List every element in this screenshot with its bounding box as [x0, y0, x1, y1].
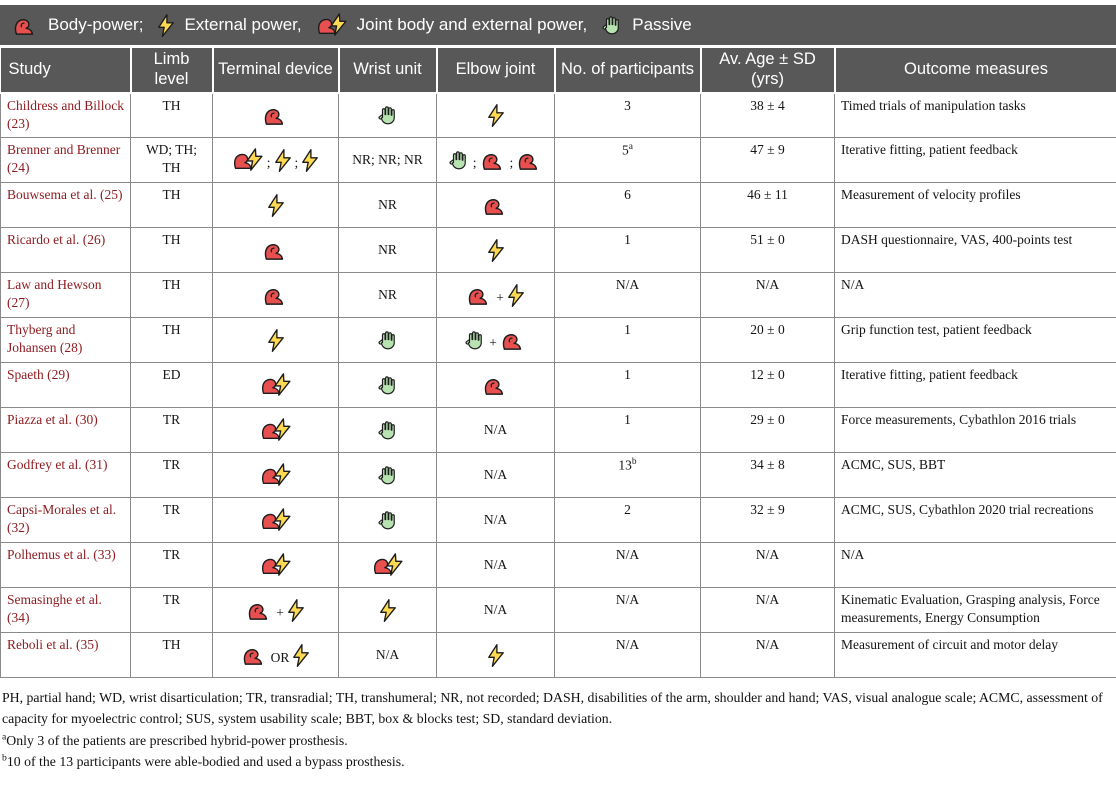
- legend-item-label: Passive: [632, 15, 692, 34]
- body-power-icon: [466, 284, 493, 307]
- joint-body-external-power-icon: [372, 553, 404, 577]
- cell-elbow-joint: [437, 498, 555, 543]
- cell-participants: 2: [555, 498, 701, 543]
- legend-item: [316, 13, 588, 37]
- footnote: [2, 751, 1114, 772]
- body-power-icon: [482, 374, 509, 397]
- table-row: [1, 93, 1116, 138]
- body-power-icon: [12, 14, 39, 37]
- cell-text: N/A: [483, 466, 508, 482]
- passive-icon: [377, 103, 399, 128]
- column-header-4: Elbow joint: [437, 48, 555, 93]
- cell-terminal-device: [213, 138, 339, 183]
- external-power-icon: [487, 643, 505, 668]
- cell-text: ;: [472, 155, 477, 171]
- cell-study: Piazza et al. (30): [1, 408, 131, 453]
- cell-terminal-device: [213, 228, 339, 273]
- cell-outcomes: Measurement of circuit and motor delay: [835, 633, 1116, 678]
- cell-elbow-joint: [437, 318, 555, 363]
- cell-age: 38 ± 4: [701, 93, 835, 138]
- table-row: [1, 543, 1116, 588]
- cell-text: 13: [618, 457, 632, 473]
- cell-limb-level: TH: [131, 318, 213, 363]
- legend-item-label: Body-power;: [48, 15, 144, 34]
- cell-outcomes: Force measurements, Cybathlon 2016 trials: [835, 408, 1116, 453]
- cell-limb-level: TH: [131, 93, 213, 138]
- cell-outcomes: Timed trials of manipulation tasks: [835, 93, 1116, 138]
- cell-limb-level: TH: [131, 228, 213, 273]
- body-power-icon: [480, 149, 507, 172]
- external-power-icon: [157, 13, 175, 38]
- passive-icon: [601, 13, 623, 38]
- cell-terminal-device: [213, 408, 339, 453]
- cell-wrist-unit: [339, 138, 437, 183]
- cell-terminal-device: [213, 633, 339, 678]
- cell-terminal-device: [213, 363, 339, 408]
- cell-text: ;: [266, 155, 271, 171]
- cell-age: 34 ± 8: [701, 453, 835, 498]
- cell-limb-level: ED: [131, 363, 213, 408]
- cell-text: OR: [270, 650, 290, 666]
- cell-outcomes: Iterative fitting, patient feedback: [835, 363, 1116, 408]
- table-row: [1, 408, 1116, 453]
- cell-age: N/A: [701, 633, 835, 678]
- cell-study: Spaeth (29): [1, 363, 131, 408]
- cell-study: Childress and Billock (23): [1, 93, 131, 138]
- body-power-icon: [262, 239, 289, 262]
- body-power-icon: [516, 149, 543, 172]
- cell-age: N/A: [701, 588, 835, 633]
- cell-text: N/A: [483, 511, 508, 527]
- cell-text: +: [276, 605, 284, 621]
- cell-limb-level: TR: [131, 543, 213, 588]
- cell-participants: 1: [555, 228, 701, 273]
- cell-limb-level: TR: [131, 588, 213, 633]
- cell-terminal-device: [213, 543, 339, 588]
- cell-limb-level: WD; TH; TH: [131, 138, 213, 183]
- cell-elbow-joint: [437, 363, 555, 408]
- cell-terminal-device: [213, 453, 339, 498]
- cell-text: 5: [622, 142, 629, 158]
- cell-study: Ricardo et al. (26): [1, 228, 131, 273]
- cell-outcomes: ACMC, SUS, Cybathlon 2020 trial recreations: [835, 498, 1116, 543]
- external-power-icon: [267, 193, 285, 218]
- joint-body-external-power-icon: [260, 553, 292, 577]
- cell-wrist-unit: [339, 183, 437, 228]
- cell-wrist-unit: [339, 543, 437, 588]
- table-row: [1, 273, 1116, 318]
- passive-icon: [377, 418, 399, 443]
- joint-body-external-power-icon: [260, 463, 292, 487]
- header-row: [1, 48, 1116, 93]
- cell-outcomes: Grip function test, patient feedback: [835, 318, 1116, 363]
- cell-text: N/A: [375, 646, 400, 662]
- cell-terminal-device: [213, 273, 339, 318]
- body-power-icon: [262, 104, 289, 127]
- cell-wrist-unit: [339, 228, 437, 273]
- column-header-2: Terminal device: [213, 48, 339, 93]
- footnote-text: 10 of the 13 participants were able-bodied and used a bypass prosthesis.: [6, 754, 405, 770]
- superscript: a: [628, 142, 633, 153]
- cell-outcomes: Measurement of velocity profiles: [835, 183, 1116, 228]
- external-power-icon: [507, 283, 525, 308]
- cell-wrist-unit: [339, 408, 437, 453]
- cell-text: +: [489, 335, 497, 351]
- table-row: [1, 363, 1116, 408]
- cell-elbow-joint: [437, 273, 555, 318]
- column-header-5: No. of participants: [555, 48, 701, 93]
- cell-limb-level: TH: [131, 633, 213, 678]
- cell-outcomes: Iterative fitting, patient feedback: [835, 138, 1116, 183]
- column-header-3: Wrist unit: [339, 48, 437, 93]
- legend-item: [12, 14, 143, 37]
- external-power-icon: [487, 103, 505, 128]
- footnote: [2, 730, 1114, 751]
- table-row: [1, 318, 1116, 363]
- body-power-icon: [241, 644, 268, 667]
- cell-participants: [555, 138, 701, 183]
- cell-age: 20 ± 0: [701, 318, 835, 363]
- legend-item-label: Joint body and external power,: [356, 15, 588, 34]
- external-power-icon: [267, 328, 285, 353]
- cell-study: Capsi-Morales et al. (32): [1, 498, 131, 543]
- cell-age: N/A: [701, 543, 835, 588]
- cell-study: Thyberg and Johansen (28): [1, 318, 131, 363]
- cell-participants: 1: [555, 408, 701, 453]
- external-power-icon: [292, 643, 310, 668]
- cell-wrist-unit: [339, 633, 437, 678]
- table-row: [1, 453, 1116, 498]
- cell-text: N/A: [483, 601, 508, 617]
- body-power-icon: [262, 284, 289, 307]
- cell-wrist-unit: [339, 318, 437, 363]
- cell-limb-level: TH: [131, 183, 213, 228]
- cell-text: NR: [378, 241, 397, 257]
- joint-body-external-power-icon: [260, 508, 292, 532]
- cell-elbow-joint: [437, 543, 555, 588]
- cell-age: 47 ± 9: [701, 138, 835, 183]
- cell-text: NR: [378, 286, 397, 302]
- joint-body-external-power-icon: [260, 418, 292, 442]
- cell-limb-level: TR: [131, 498, 213, 543]
- cell-study: Semasinghe et al. (34): [1, 588, 131, 633]
- external-power-icon: [379, 598, 397, 623]
- cell-elbow-joint: [437, 183, 555, 228]
- external-power-icon: [487, 238, 505, 263]
- footnote-text: Only 3 of the patients are prescribed hybrid-power prosthesis.: [6, 732, 348, 748]
- cell-text: ;: [509, 155, 514, 171]
- external-power-icon: [287, 598, 305, 623]
- legend-item: [601, 13, 692, 38]
- cell-text: N/A: [483, 556, 508, 572]
- studies-table: [0, 48, 1116, 678]
- cell-participants: 3: [555, 93, 701, 138]
- cell-text: NR; NR; NR: [352, 151, 423, 167]
- table-body: [1, 93, 1116, 678]
- table-row: [1, 588, 1116, 633]
- cell-limb-level: TR: [131, 408, 213, 453]
- joint-body-external-power-icon: [232, 148, 264, 172]
- footnote-sup: a: [2, 731, 7, 743]
- cell-age: 32 ± 9: [701, 498, 835, 543]
- cell-participants: N/A: [555, 588, 701, 633]
- cell-age: 46 ± 11: [701, 183, 835, 228]
- cell-elbow-joint: [437, 633, 555, 678]
- joint-body-external-power-icon: [260, 373, 292, 397]
- cell-elbow-joint: [437, 588, 555, 633]
- cell-wrist-unit: [339, 273, 437, 318]
- cell-outcomes: ACMC, SUS, BBT: [835, 453, 1116, 498]
- cell-terminal-device: [213, 183, 339, 228]
- legend-item: [157, 13, 301, 38]
- cell-study: Law and Hewson (27): [1, 273, 131, 318]
- cell-study: Polhemus et al. (33): [1, 543, 131, 588]
- cell-study: Bouwsema et al. (25): [1, 183, 131, 228]
- column-header-6: Av. Age ± SD (yrs): [701, 48, 835, 93]
- cell-elbow-joint: [437, 228, 555, 273]
- cell-limb-level: TH: [131, 273, 213, 318]
- footnote: [2, 687, 1114, 730]
- body-power-icon: [500, 329, 527, 352]
- body-power-icon: [246, 599, 273, 622]
- cell-terminal-device: [213, 93, 339, 138]
- table-row: [1, 228, 1116, 273]
- joint-body-external-power-icon: [316, 13, 348, 37]
- legend-item-label: External power,: [184, 15, 302, 34]
- cell-terminal-device: [213, 318, 339, 363]
- footnote-sup: b: [2, 752, 7, 764]
- cell-outcomes: N/A: [835, 273, 1116, 318]
- cell-participants: N/A: [555, 633, 701, 678]
- cell-study: Godfrey et al. (31): [1, 453, 131, 498]
- passive-icon: [377, 328, 399, 353]
- cell-text: ;: [294, 155, 299, 171]
- cell-study: Reboli et al. (35): [1, 633, 131, 678]
- cell-terminal-device: [213, 588, 339, 633]
- legend-bar: [0, 5, 1116, 45]
- cell-age: 29 ± 0: [701, 408, 835, 453]
- cell-participants: [555, 453, 701, 498]
- cell-elbow-joint: [437, 93, 555, 138]
- external-power-icon: [301, 148, 319, 173]
- passive-icon: [377, 463, 399, 488]
- cell-wrist-unit: [339, 453, 437, 498]
- passive-icon: [377, 373, 399, 398]
- external-power-icon: [274, 148, 292, 173]
- cell-age: 51 ± 0: [701, 228, 835, 273]
- cell-participants: 1: [555, 318, 701, 363]
- cell-age: N/A: [701, 273, 835, 318]
- cell-participants: N/A: [555, 273, 701, 318]
- cell-wrist-unit: [339, 363, 437, 408]
- footnote-text: PH, partial hand; WD, wrist disarticulation; TR, transradial; TH, transhumeral; NR, not recorded; DASH, disabilities of the arm, shoulder and hand; VAS, visual analogue scale; ACMC, assessment of capacity for myoelectric control; SUS, system usability scale; BBT, box & blocks test; SD, standard deviation.: [2, 690, 1103, 727]
- cell-outcomes: DASH questionnaire, VAS, 400-points test: [835, 228, 1116, 273]
- cell-text: NR: [378, 196, 397, 212]
- superscript: b: [631, 457, 637, 468]
- column-header-0: Study: [1, 48, 131, 93]
- table-row: [1, 498, 1116, 543]
- cell-participants: 1: [555, 363, 701, 408]
- cell-outcomes: Kinematic Evaluation, Grasping analysis, Force measurements, Energy Consumption: [835, 588, 1116, 633]
- column-header-7: Outcome measures: [835, 48, 1116, 93]
- column-header-1: Limb level: [131, 48, 213, 93]
- cell-elbow-joint: [437, 408, 555, 453]
- cell-elbow-joint: [437, 138, 555, 183]
- cell-study: Brenner and Brenner (24): [1, 138, 131, 183]
- table-row: [1, 633, 1116, 678]
- cell-elbow-joint: [437, 453, 555, 498]
- passive-icon: [464, 328, 486, 353]
- cell-wrist-unit: [339, 588, 437, 633]
- body-power-icon: [482, 194, 509, 217]
- cell-age: 12 ± 0: [701, 363, 835, 408]
- table-row: [1, 183, 1116, 228]
- cell-text: N/A: [483, 421, 508, 437]
- cell-text: +: [496, 290, 504, 306]
- cell-participants: N/A: [555, 543, 701, 588]
- cell-outcomes: N/A: [835, 543, 1116, 588]
- cell-wrist-unit: [339, 498, 437, 543]
- footnotes: [0, 678, 1116, 779]
- cell-limb-level: TR: [131, 453, 213, 498]
- cell-participants: 6: [555, 183, 701, 228]
- cell-wrist-unit: [339, 93, 437, 138]
- passive-icon: [377, 508, 399, 533]
- cell-terminal-device: [213, 498, 339, 543]
- passive-icon: [448, 148, 470, 173]
- table-row: [1, 138, 1116, 183]
